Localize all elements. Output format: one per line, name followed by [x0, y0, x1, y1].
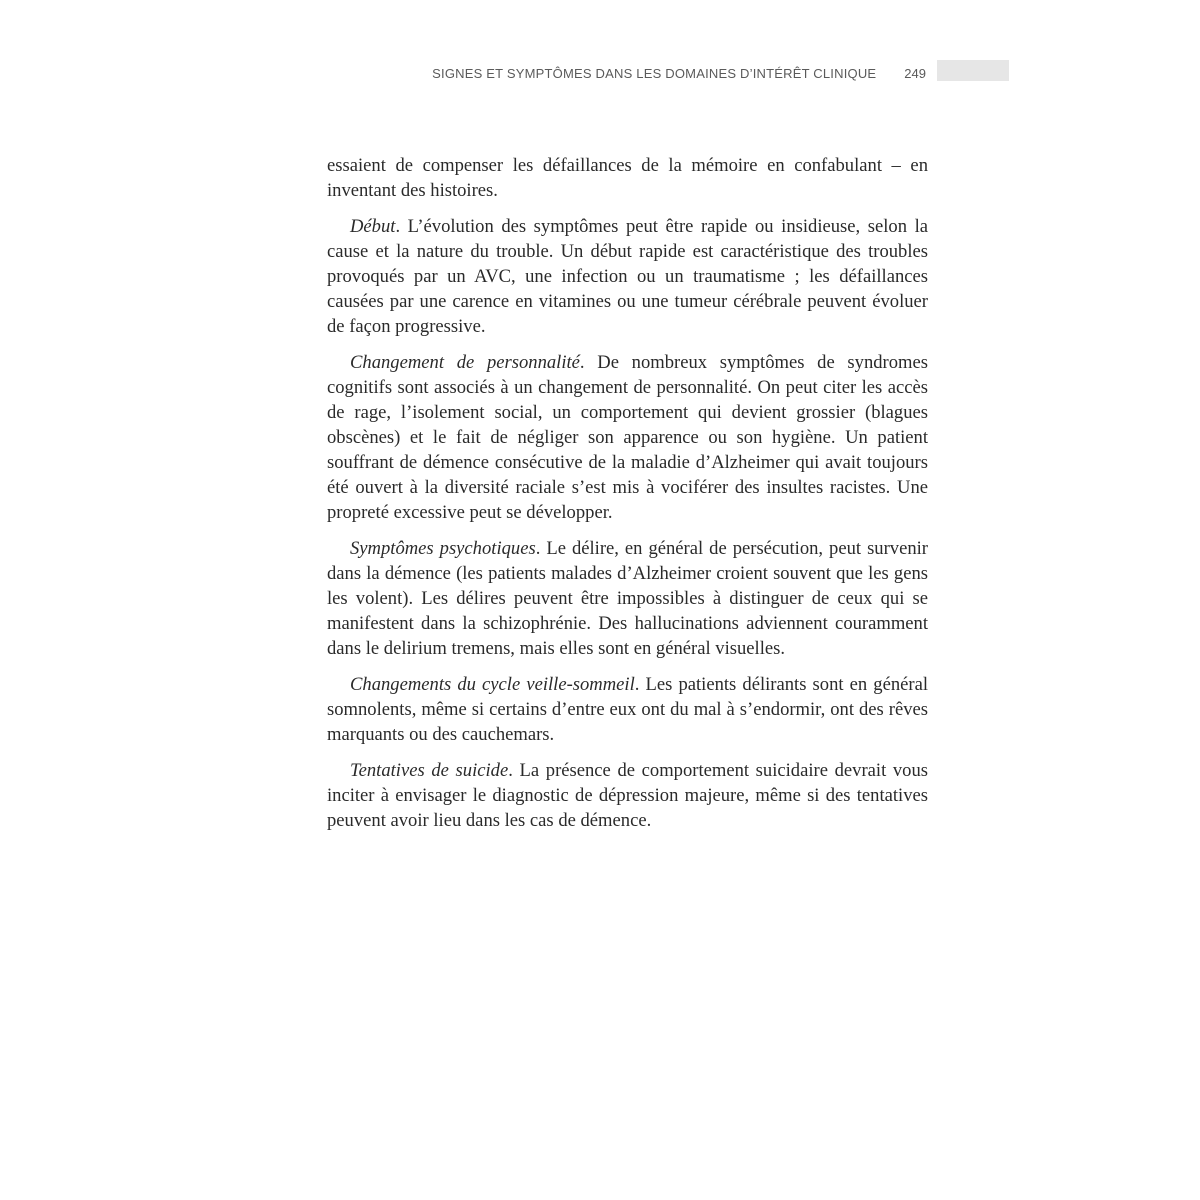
paragraph-changement-personnalite — [327, 350, 928, 525]
paragraph-term: Tentatives de suicide — [350, 760, 509, 781]
paragraph-text: . Les patients délirants sont en général somnolents, même si certains d’entre eux ont du mal à s’endormir, ont des rêves marquants ou des cauchemars. — [327, 674, 929, 745]
paragraph-text: . De nombreux symptômes de syndromes cognitifs sont associés à un changement de personnalité. On peut citer les accès de rage, l’isolement social, un comportement qui devient grossier (blagues obscènes) et le fait de négliger son apparence ou son hygiène. Un patient souffrant de démence consécutive de la maladie d’Alzheimer qui avait toujours été ouvert à la diversité raciale s’est mis à vociférer des insultes racistes. Une propreté excessive peut se développer. — [327, 352, 928, 523]
running-header — [432, 63, 926, 83]
running-title: SIGNES ET SYMPTÔMES DANS LES DOMAINES D’INTÉRÊT CLINIQUE — [432, 65, 877, 81]
paragraph-continuation — [327, 153, 928, 203]
paragraph-text: essaient de compenser les défaillances de la mémoire en confabulant – en inventant des histoires. — [327, 155, 928, 201]
paragraph-tentatives-suicide — [327, 758, 928, 833]
paragraph-term: Début — [350, 216, 396, 237]
paragraph-text: . Le délire, en général de persécution, peut survenir dans la démence (les patients malades d’Alzheimer croient souvent que les gens les volent). Les délires peuvent être impossibles à distinguer de ceux qui se manifestent dans la schizophrénie. Des hallucinations adviennent couramment dans le delirium tremens, mais elles sont en général visuelles. — [327, 538, 928, 659]
paragraph-text: . L’évolution des symptômes peut être rapide ou insidieuse, selon la cause et la nature du trouble. Un début rapide est caractéristique des troubles provoqués par un AVC, une infection ou un traumatisme ; les défaillances causées par une carence en vitamines ou une tumeur cérébrale peuvent évoluer de façon progressive. — [327, 216, 928, 337]
thumb-tab-marker — [937, 60, 1009, 81]
paragraph-text: . La présence de comportement suicidaire devrait vous inciter à envisager le diagnostic de dépression majeure, même si des tentatives peuvent avoir lieu dans les cas de démence. — [327, 760, 929, 831]
paragraph-cycle-veille-sommeil — [327, 672, 928, 747]
paragraph-symptomes-psychotiques — [327, 536, 928, 661]
paragraph-term: Changements du cycle veille-sommeil — [350, 674, 635, 695]
page-number: 249 — [904, 65, 926, 81]
body-text — [327, 153, 928, 844]
paragraph-term: Changement de personnalité — [350, 352, 580, 373]
paragraph-debut — [327, 214, 928, 339]
paragraph-term: Symptômes psychotiques — [350, 538, 536, 559]
